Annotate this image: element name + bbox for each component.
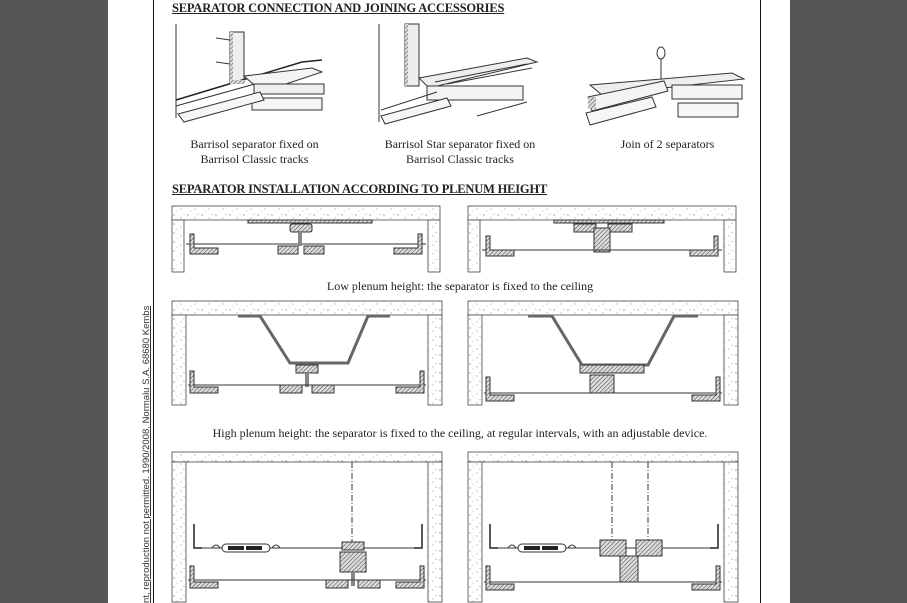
page-border-right [760, 0, 761, 603]
section-heading-connection: SEPARATOR CONNECTION AND JOINING ACCESSORIES [172, 1, 505, 15]
illustration-join-of-two-separators [582, 45, 752, 130]
figure-caption: Join of 2 separators [620, 137, 715, 151]
page-border-left [153, 0, 154, 603]
figure-caption: Barrisol Star separator fixed on Barrisol Classic tracks [384, 137, 536, 166]
diagram-high-plenum-separator [172, 299, 447, 414]
diagram-star-separator-turnbuckle [468, 450, 743, 603]
illustration-separator-on-classic-tracks [172, 22, 337, 132]
figure-caption: Barrisol separator fixed on Barrisol Classic tracks [190, 137, 319, 166]
copyright-notice: nt, reproduction not permitted. 1990/2008. Normalu S.A. 68680 Kembs [141, 305, 152, 603]
diagram-high-plenum-star-separator [468, 299, 743, 414]
diagram-low-plenum-separator [172, 204, 442, 274]
diagram-low-plenum-star-separator [468, 204, 738, 274]
section-heading-plenum: SEPARATOR INSTALLATION ACCORDING TO PLENUM HEIGHT [172, 182, 548, 196]
illustration-star-separator-on-classic-tracks [377, 22, 542, 132]
low-plenum-caption: Low plenum height: the separator is fixed to the ceiling [326, 279, 594, 293]
high-plenum-caption: High plenum height: the separator is fixed to the ceiling, at regular intervals, with an adjustable device. [212, 426, 708, 440]
diagram-separator-turnbuckle [172, 450, 447, 603]
